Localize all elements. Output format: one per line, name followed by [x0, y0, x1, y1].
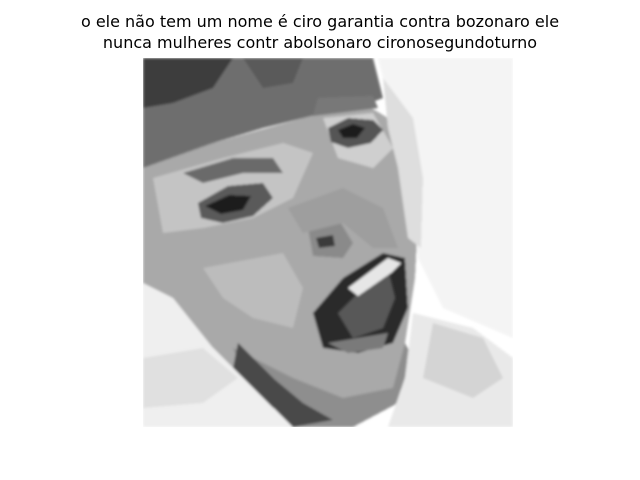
figure-title	[0, 11, 640, 53]
grayscale-face-photo	[143, 58, 513, 427]
title-line-1: o ele não tem um nome é ciro garantia contra bozonaro ele	[80, 12, 560, 31]
title-line-2: nunca mulheres contr abolsonaro cironosegundoturno	[102, 33, 538, 52]
